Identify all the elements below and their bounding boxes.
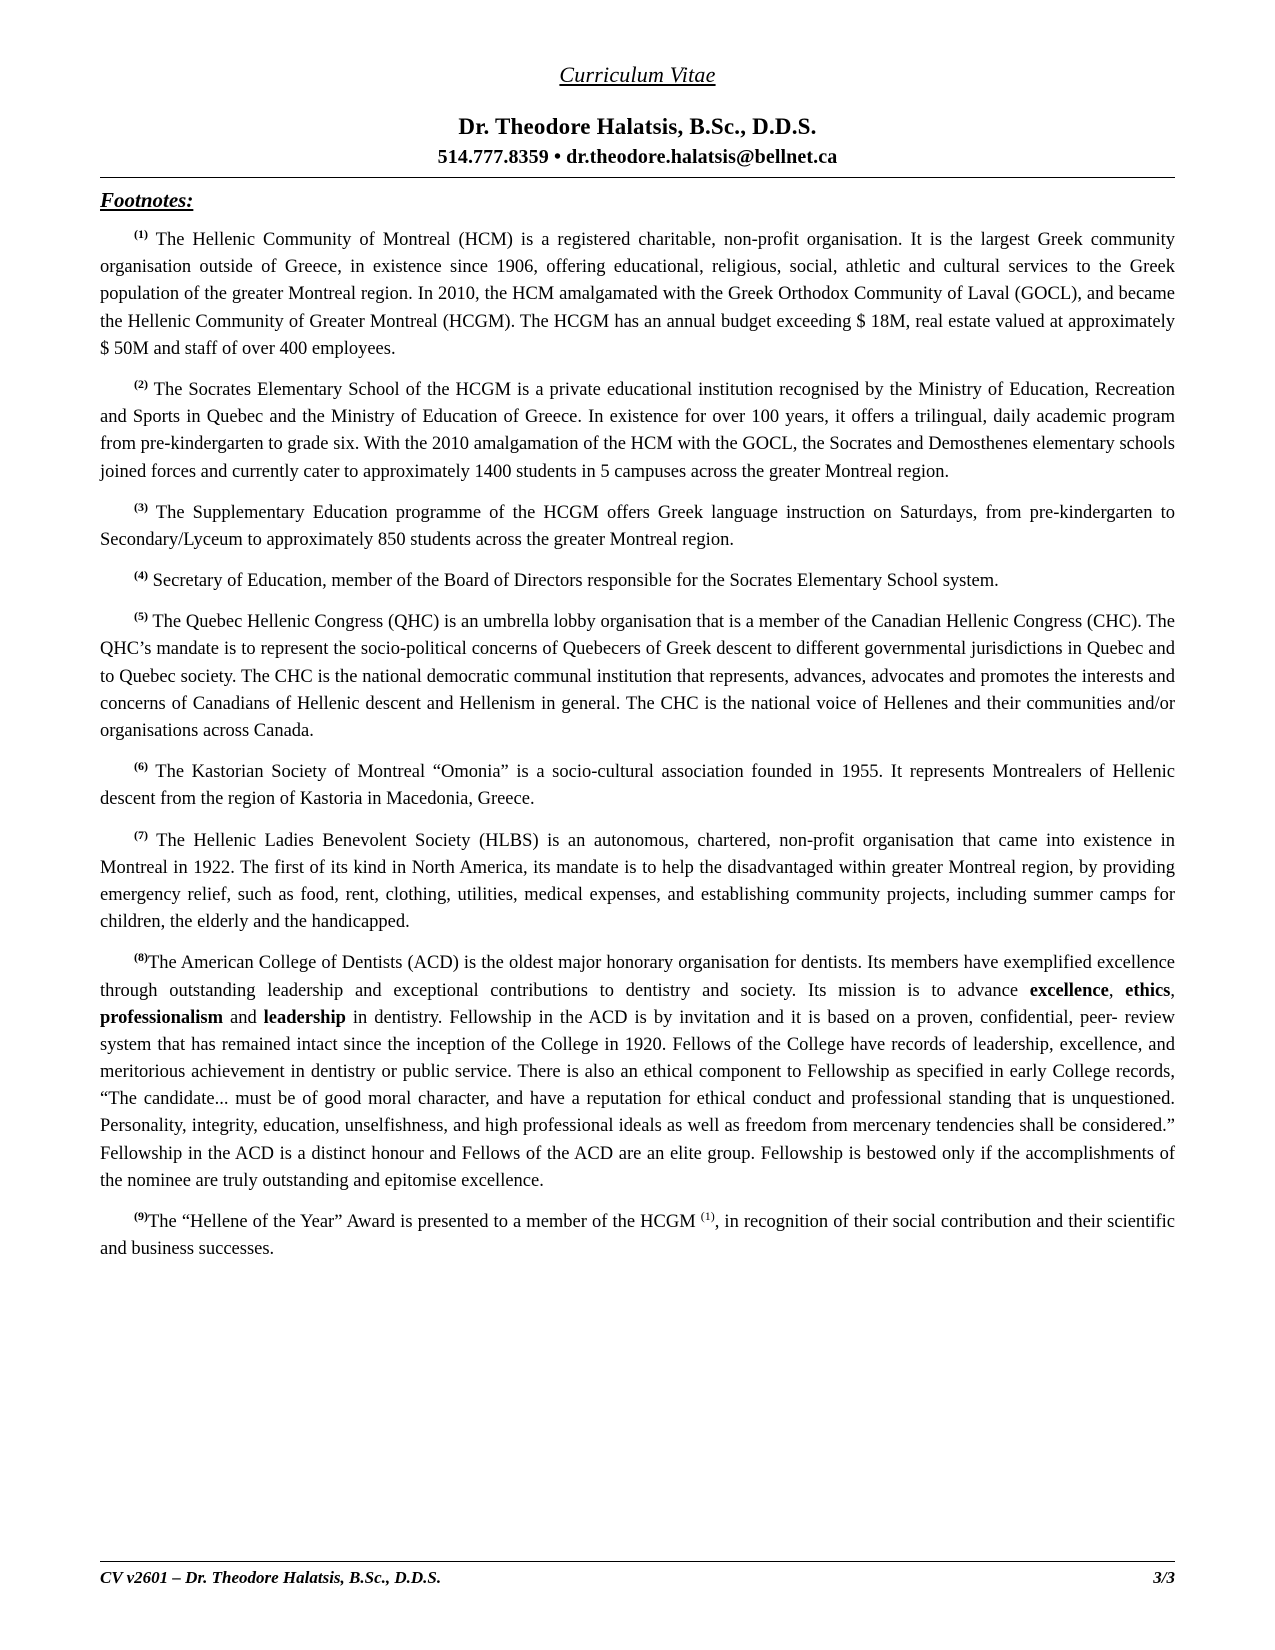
footnote-text-2: The Socrates Elementary School of the HCGM is a private educational institution recognised by the Ministry of Education, Recreation and Sports in Quebec and the Ministry of Education of Greece. In existence for over 100 years, it offers a trilingual, daily academic program from pre-kindergarten to grade six. With the 2010 amalgamation of the HCM with the GOCL, the Socrates and Demosthenes elementary schools joined forces and currently cater to approximately 1400 students in 5 campuses across the greater Montreal region. [100,379,1176,482]
footnote-text-4: Secretary of Education, member of the Board of Directors responsible for the Socrates Elementary School system. [152,571,999,592]
footnote-marker-1: (1) [134,226,148,241]
footnote-text-1: The Hellenic Community of Montreal (HCM) is a registered charitable, non-profit organisation. It is the largest Greek community organisation outside of Greece, in existence since 1906, offering educational, religious, social, athletic and cultural services to the Greek population of the greater Montreal region. In 2010, the HCM amalgamated with the Greek Orthodox Community of Laval (GOCL), and became the Hellenic Community of Greater Montreal (HCGM). The HCGM has an annual budget exceeding $ 18M, real estate valued at approximately $ 50M and staff of over 400 employees. [100,230,1175,359]
footnote-marker-4: (4) [134,567,148,582]
contact-line: 514.777.8359 • dr.theodore.halatsis@bellnet.ca [437,146,838,168]
footnote-3 [100,500,1175,554]
candidate-name: Dr. Theodore Halatsis, B.Sc., D.D.S. [458,114,817,139]
footer-left-text: CV v2601 – Dr. Theodore Halatsis, B.Sc., D.D.S. [100,1568,442,1587]
footnote-5 [100,609,1175,745]
footnote-marker-8: (8) [134,950,148,965]
footnote-9 [100,1209,1175,1263]
footnote-marker-7: (7) [134,827,148,842]
footnote-text-5: The Quebec Hellenic Congress (QHC) is an umbrella lobby organisation that is a member of the Canadian Hellenic Congress (CHC). The QHC’s mandate is to represent the socio-political concerns of Quebecers of Greek descent to different governmental jurisdictions in Quebec and to Quebec society. The CHC is the national democratic communal institution that represents, advances, advocates and promotes the interests and concerns of Canadians of Hellenic descent and Hellenism in general. The CHC is the national voice of Hellenes and their communities and/or organisations across Canada. [100,612,1176,741]
footnote-8-bold-professionalism: professionalism [100,1007,224,1028]
footnote-8-sep2: , [1170,980,1176,1001]
footnote-8 [100,950,1175,1195]
footnote-6 [100,759,1175,813]
footnote-9-inline-ref: (1) [700,1208,715,1223]
page-number: 3/3 [1153,1568,1175,1587]
footnote-4 [100,568,1175,595]
footnote-marker-6: (6) [134,759,148,774]
footnote-2 [100,377,1175,486]
footnote-1 [100,227,1175,363]
footnote-8-sep3: and [223,1007,264,1028]
section-heading-footnotes: Footnotes: [100,188,194,212]
footnote-8-sep1: , [1108,980,1126,1001]
footnote-marker-2: (2) [134,376,148,391]
footnote-marker-9: (9) [134,1208,148,1223]
footnote-marker-5: (5) [134,609,148,624]
footnote-marker-3: (3) [134,499,148,514]
footnote-8-bold-leadership: leadership [263,1007,346,1028]
header-divider [100,177,1175,178]
footnote-text-9-part2: , in recognition of their social contribution and their scientific and business successes. [100,1212,1175,1260]
footnote-text-3: The Supplementary Education programme of the HCGM offers Greek language instruction on Saturdays, from pre-kindergarten to Secondary/Lyceum to approximately 850 students across the greater Montreal region. [100,502,1175,550]
footnote-text-6: The Kastorian Society of Montreal “Omonia” is a socio-cultural association founded in 1955. It represents Montrealers of Hellenic descent from the region of Kastoria in Macedonia, Greece. [100,762,1175,810]
footnote-8-bold-excellence: excellence [1029,980,1109,1001]
footnote-7 [100,828,1175,937]
footnote-text-8-part2: in dentistry. Fellowship in the ACD is by invitation and it is based on a proven, confidential, peer- review system that has remained intact since the inception of the College in 1920. Fellows of the College have records of leadership, excellence, and meritorious achievement in dentistry or public service. There is also an ethical component to Fellowship as specified in early College records, “The candidate... must be of good moral character, and have a reputation for ethical conduct and professional standing that is unquestioned. Personality, integrity, education, unselfishness, and high professional ideals as well as freedom from mercenary tendencies shall be considered.” Fellowship in the ACD is a distinct honour and Fellows of the ACD are an elite group. Fellowship is bestowed only if the accomplishments of the nominee are truly outstanding and epitomise excellence. [100,1007,1175,1191]
footer-divider [100,1561,1175,1562]
footnote-8-bold-ethics: ethics [1125,980,1171,1001]
footnote-text-8-part1: The American College of Dentists (ACD) is the oldest major honorary organisation for dentists. Its members have exemplified excellence through outstanding leadership and exceptional contributions to dentistry and society. Its mission is to advance [100,953,1175,1001]
page-footer [100,1561,1175,1588]
footnote-text-9-part1: The “Hellene of the Year” Award is presented to a member of the HCGM [148,1212,701,1232]
footnote-text-7: The Hellenic Ladies Benevolent Society (HLBS) is an autonomous, chartered, non-profit organisation that came into existence in Montreal in 1922. The first of its kind in North America, its mandate is to help the disadvantaged within greater Montreal region, by providing emergency relief, such as food, rent, clothing, utilities, medical expenses, and establishing community projects, including summer camps for children, the elderly and the handicapped. [100,830,1175,933]
page-title: Curriculum Vitae [559,62,716,87]
